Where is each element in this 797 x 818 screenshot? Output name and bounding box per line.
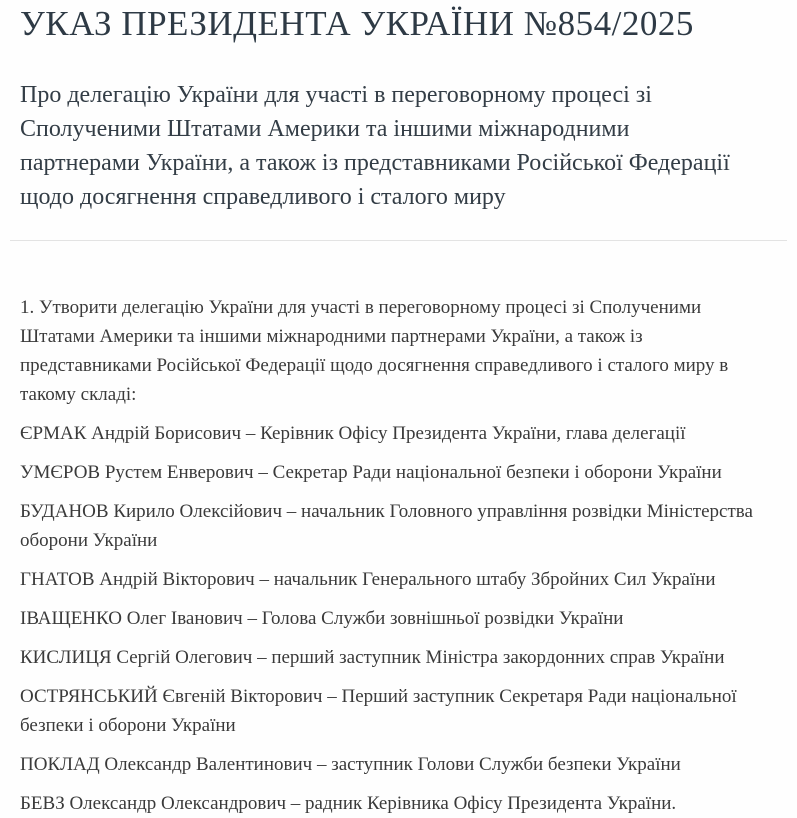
delegation-member: БУДАНОВ Кирило Олексійович – начальник Головного управління розвідки Міністерства оборони України xyxy=(20,501,753,551)
delegation-member: ПОКЛАД Олександр Валентинович – заступник Голови Служби безпеки України xyxy=(20,754,681,775)
section-divider xyxy=(10,240,787,241)
delegation-member: БЕВЗ Олександр Олександрович – радник Керівника Офісу Президента України. xyxy=(20,793,677,814)
decree-body xyxy=(0,293,797,818)
delegation-member: ГНАТОВ Андрій Вікторович – начальник Генерального штабу Збройних Сил України xyxy=(20,569,716,590)
delegation-member: КИСЛИЦЯ Сергій Олегович – перший заступник Міністра закордонних справ України xyxy=(20,647,725,668)
delegation-member: УМЄРОВ Рустем Енверович – Секретар Ради національної безпеки і оборони України xyxy=(20,462,722,483)
decree-document xyxy=(0,0,797,214)
delegation-member: ЄРМАК Андрій Борисович – Керівник Офісу Президента України, глава делегації xyxy=(20,423,686,444)
decree-intro-paragraph: 1. Утворити делегацію України для участі в переговорному процесі зі Сполученими Штатами Америки та іншими міжнародними партнерами України, а також із представниками Російської Федерації щодо досягнення справедливого і сталого миру в такому складі: xyxy=(20,297,729,405)
delegation-member: ОСТРЯНСЬКИЙ Євгеній Вікторович – Перший заступник Секретаря Ради національної безпеки і оборони України xyxy=(20,686,737,736)
decree-title: УКАЗ ПРЕЗИДЕНТА УКРАЇНИ №854/2025 xyxy=(20,4,694,43)
delegation-member: ІВАЩЕНКО Олег Іванович – Голова Служби зовнішньої розвідки України xyxy=(20,608,624,629)
decree-subtitle: Про делегацію України для участі в переговорному процесі зі Сполученими Штатами Америки та іншими міжнародними партнерами України, а також із представниками Російської Федерації щодо досягнення справедливого і сталого миру xyxy=(20,82,730,210)
